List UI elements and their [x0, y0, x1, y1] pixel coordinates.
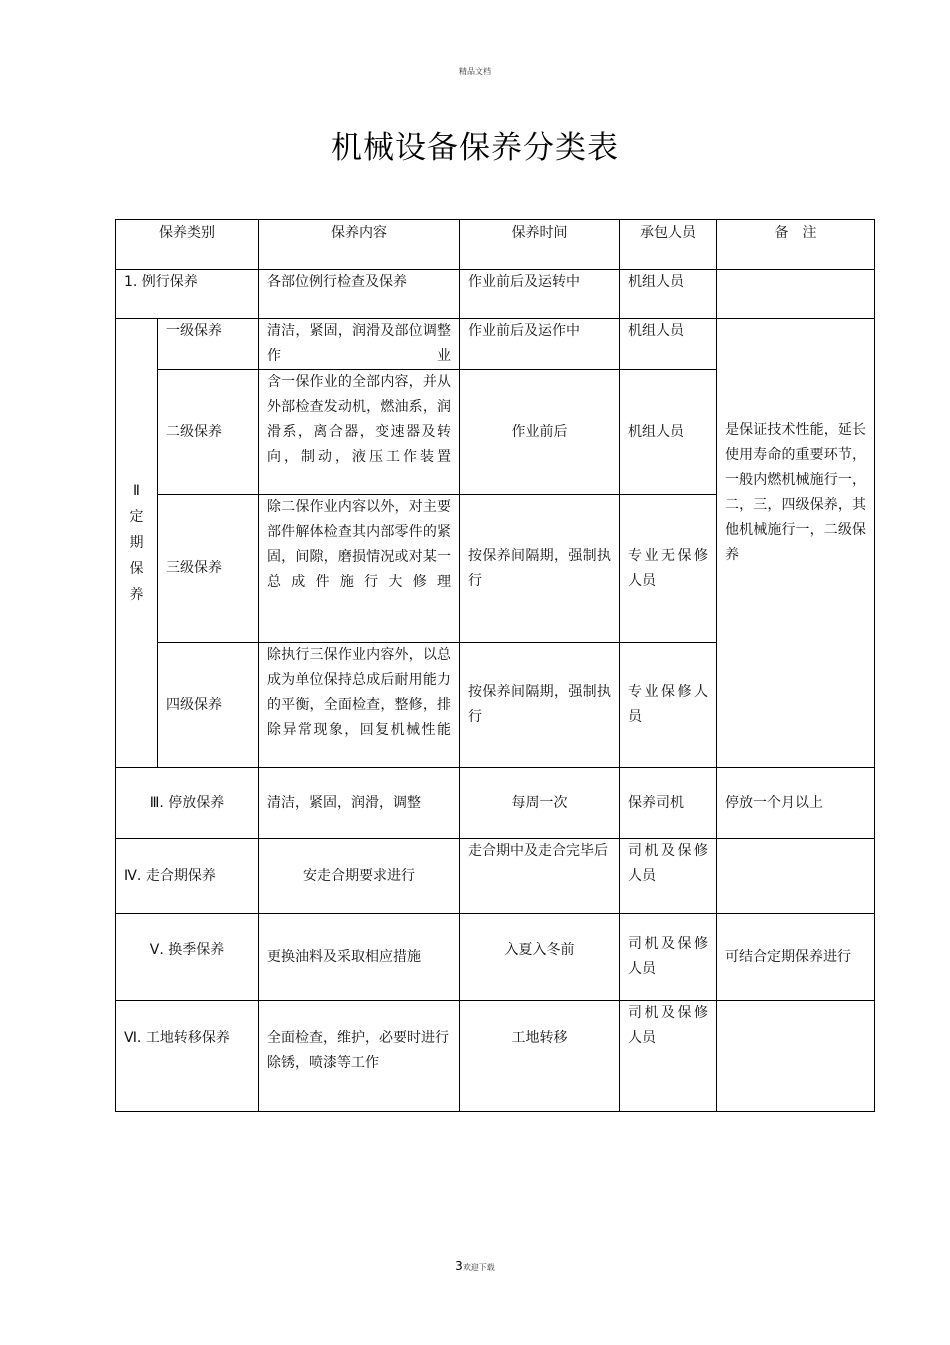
cell-content: 全面检查，维护，必要时进行除锈，喷漆等工作 [259, 1001, 460, 1112]
cell-category: Ⅳ. 走合期保养 [116, 839, 259, 914]
header-time: 保养时间 [460, 220, 620, 270]
table-row-seasonal [116, 914, 875, 1001]
cell-content: 清洁，紧固，润滑，调整 [259, 768, 460, 839]
cell-category: 二级保养 [158, 370, 259, 495]
table-row-routine [116, 270, 875, 319]
periodic-note: 是保证技术性能，延长使用寿命的重要环节，一般内燃机械施行一，二，三，四级保养，其他机械施行一，二级保养 [717, 319, 875, 768]
header-content: 保养内容 [259, 220, 460, 270]
header-category: 保养类别 [116, 220, 259, 270]
table-header-row [116, 220, 875, 270]
cell-note: 可结合定期保养进行 [717, 914, 875, 1001]
cell-time: 作业前后及运转中 [460, 270, 620, 319]
cell-note [717, 839, 875, 914]
header-note: 备 注 [717, 220, 875, 270]
cell-time: 作业前后 [460, 370, 620, 495]
cell-content: 各部位例行检查及保养 [259, 270, 460, 319]
cell-staff: 专业无保修人员 [620, 495, 717, 643]
cell-staff: 机组人员 [620, 270, 717, 319]
cell-staff: 保养司机 [620, 768, 717, 839]
periodic-group-label: Ⅱ定期保养 [116, 319, 158, 768]
cell-content: 安走合期要求进行 [259, 839, 460, 914]
cell-content: 更换油料及采取相应措施 [259, 914, 460, 1001]
cell-time: 走合期中及走合完毕后 [460, 839, 620, 914]
cell-staff: 机组人员 [620, 370, 717, 495]
cell-note: 停放一个月以上 [717, 768, 875, 839]
page-title: 机械设备保养分类表 [331, 130, 619, 166]
cell-category: 1. 例行保养 [116, 270, 259, 319]
cell-staff: 司机及保修人员 [620, 914, 717, 1001]
cell-time: 工地转移 [460, 1001, 620, 1112]
cell-category: 三级保养 [158, 495, 259, 643]
cell-staff: 司机及保修人员 [620, 839, 717, 914]
cell-note [717, 1001, 875, 1112]
maintenance-table [115, 219, 875, 1112]
cell-category: 四级保养 [158, 643, 259, 768]
cell-time: 作业前后及运作中 [460, 319, 620, 370]
cell-category: Ⅲ. 停放保养 [116, 768, 259, 839]
cell-time: 每周一次 [460, 768, 620, 839]
cell-staff: 司机及保修人员 [620, 1001, 717, 1112]
table-row-parking [116, 768, 875, 839]
cell-note [717, 270, 875, 319]
cell-staff: 专业保修人员 [620, 643, 717, 768]
cell-content: 除执行三保作业内容外，以总成为单位保持总成后耐用能力的平衡，全面检查，整修，排除异常现象，回复机械性能 [259, 643, 460, 768]
table-row-level1 [116, 319, 875, 370]
page-footer [0, 1259, 950, 1273]
cell-category: Ⅵ. 工地转移保养 [116, 1001, 259, 1112]
cell-category: 一级保养 [158, 319, 259, 370]
cell-time: 按保养间隔期，强制执行 [460, 643, 620, 768]
cell-category: Ⅴ. 换季保养 [116, 914, 259, 1001]
cell-staff: 机组人员 [620, 319, 717, 370]
header-note: 精品文档 [459, 67, 491, 76]
table-row-runin [116, 839, 875, 914]
header-staff: 承包人员 [620, 220, 717, 270]
cell-content: 清洁，紧固，润滑及部位调整作业 [259, 319, 460, 370]
footer-text: 欢迎下载 [462, 1263, 495, 1272]
cell-content: 含一保作业的全部内容，并从外部检查发动机，燃油系，润滑系，离合器，变速器及转向，制动，液压工作装置 [259, 370, 460, 495]
page-number: 3 [455, 1259, 463, 1273]
cell-time: 入夏入冬前 [460, 914, 620, 1001]
cell-time: 按保养间隔期，强制执行 [460, 495, 620, 643]
cell-content: 除二保作业内容以外，对主要部件解体检查其内部零件的紧固，间隙，磨损情况或对某一总成件施行大修理 [259, 495, 460, 643]
table-row-relocation [116, 1001, 875, 1112]
